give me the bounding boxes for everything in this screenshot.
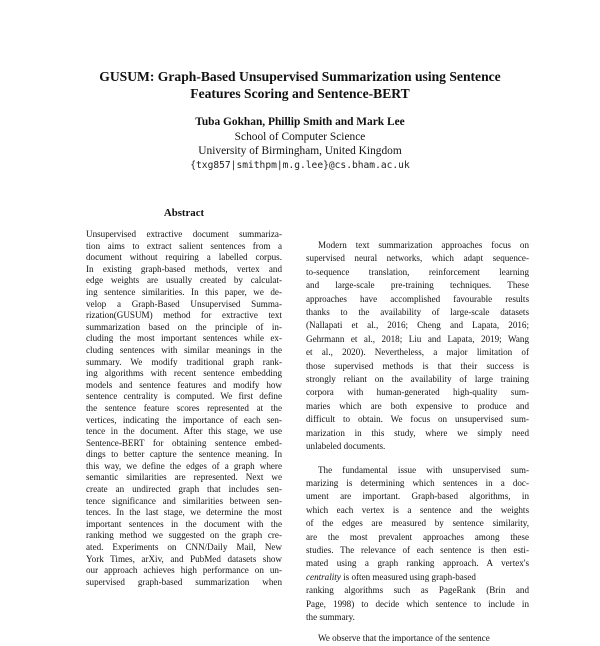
abstract-line: tion aims to extract salient sentences from a <box>86 240 282 251</box>
body-line: Gehrmann et al., 2018; Liu and Lapata, 2019; Wang <box>306 333 529 344</box>
intro-paragraph-1 <box>306 239 529 454</box>
body-line: approaches have accomplished favourable results <box>306 293 529 304</box>
body-line-rest: is often measured using graph-based <box>340 571 476 582</box>
abstract-line: tence significance and similarities between sen- <box>86 495 282 506</box>
body-line: difficult to obtain. We focus on unsupervised sum- <box>306 414 529 425</box>
body-line: (Nallapati et al., 2016; Cheng and Lapata, 2016; <box>306 320 529 331</box>
body-line: unlabeled documents. <box>306 441 386 452</box>
abstract-text <box>86 229 282 588</box>
abstract-line: rization(GUSUM) method for extractive text <box>86 310 282 321</box>
author-block <box>100 115 500 173</box>
paper-title <box>60 68 540 102</box>
body-line: Page, 1998) to decide which sentence to include in <box>306 598 529 609</box>
body-line: those supervised methods is that their success is <box>306 360 529 371</box>
body-line: the summary. <box>306 611 355 622</box>
abstract-line: tences. In the last stage, we determine the most <box>86 507 282 518</box>
abstract-line: tence in the document. After this stage, we use <box>86 426 282 437</box>
abstract-column <box>86 207 282 588</box>
introduction-column <box>306 239 529 646</box>
abstract-line: models and sentence features and modify how <box>86 379 282 390</box>
intro-paragraph-3-start: We observe that the importance of the sentence <box>318 633 490 644</box>
title-line-2: Features Scoring and Sentence-BERT <box>190 86 410 101</box>
body-line: mated using a graph ranking approach. A vertex's <box>306 558 529 569</box>
abstract-line: In existing graph-based methods, vertex and <box>86 263 282 274</box>
abstract-line: our approach achieves high performance on un- <box>86 565 282 576</box>
intro-paragraph-2 <box>306 464 529 625</box>
affiliation-university: University of Birmingham, United Kingdom <box>198 145 402 157</box>
abstract-line: summary. We modify traditional graph rank- <box>86 356 282 367</box>
abstract-line: cluding the most important sentences while ex- <box>86 333 282 344</box>
body-line: to-sequence translation, reinforcement learning <box>306 266 529 277</box>
body-line: The fundamental issue with unsupervised sum- <box>318 464 529 475</box>
abstract-line: supervised graph-based summarization when <box>86 576 282 587</box>
body-line: supervised neural networks, which adapt sequence- <box>306 253 529 264</box>
abstract-line: ated. Experiments on CNN/Daily Mail, New <box>86 542 282 553</box>
abstract-line: ing algorithms with recent sentence embedding <box>86 368 282 379</box>
abstract-line: the sentence feature scores represented at the <box>86 402 282 413</box>
body-line: et al., 2020). Nevertheless, a major limitation of <box>306 347 529 358</box>
body-line <box>306 571 529 584</box>
centrality-term: centrality <box>306 571 341 582</box>
affiliation-school: School of Computer Science <box>234 130 366 143</box>
abstract-line: velop a Graph-Based Unsupervised Summa- <box>86 298 282 309</box>
abstract-line: York Times, arXiv, and PubMed datasets show <box>86 553 282 564</box>
abstract-line: create an undirected graph that includes sen- <box>86 484 282 495</box>
abstract-line: edge weights are usually created by calculat- <box>86 275 282 286</box>
abstract-line: summarization based on the principle of in- <box>86 321 282 332</box>
body-line: which each vertex is a sentence and the weights <box>306 504 529 515</box>
abstract-heading: Abstract <box>163 207 205 219</box>
body-line: ranking algorithms such as PageRank (Brin and <box>306 585 529 596</box>
title-line-1: GUSUM: Graph-Based Unsupervised Summarization using Sentence <box>99 69 501 84</box>
body-line: Modern text summarization approaches focus on <box>318 240 529 250</box>
abstract-line: cluding sentences with similar meanings in the <box>86 344 282 355</box>
body-line: strongly reliant on the availability of large training <box>306 374 529 385</box>
abstract-line: this way, we define the edges of a graph where <box>86 460 282 471</box>
body-line: marizing is determining which sentences in a doc- <box>306 477 529 488</box>
body-line: are the most prevalent approaches among these <box>306 531 529 542</box>
abstract-line: important sentences in the document with the <box>86 518 282 529</box>
body-line: corpora with human-generated high-quality sum- <box>306 387 529 398</box>
abstract-line: ranking method we suggested on the graph cre- <box>86 530 282 541</box>
author-emails: {txg857|smithpm|m.g.lee}@cs.bham.ac.uk <box>190 159 410 171</box>
author-names: Tuba Gokhan, Phillip Smith and Mark Lee <box>195 116 405 128</box>
abstract-line: sentence centrality is computed. We first define <box>86 391 282 402</box>
body-line: ument are important. Graph-based algorithms, in <box>306 491 529 502</box>
body-line: marization in this study, where we simply need <box>306 427 529 438</box>
body-line: and large-scale pre-training techniques. These <box>306 280 529 291</box>
abstract-line: semantic similarities are represented. Next we <box>86 472 282 483</box>
abstract-line: ing sentence similarities. In this paper, we de- <box>86 286 282 297</box>
abstract-line: document without requiring a labelled corpus. <box>86 252 282 263</box>
body-line: studies. The relevance of each sentence is then esti- <box>306 544 529 555</box>
body-line: thanks to the availability of large-scale datasets <box>306 307 529 318</box>
abstract-line: Unsupervised extractive document summariza- <box>86 229 282 239</box>
abstract-line: dings to better capture the sentence meaning. In <box>86 449 282 460</box>
abstract-line: vertices, indicating the importance of each sen- <box>86 414 282 425</box>
abstract-line: Sentence-BERT for obtaining sentence embed- <box>86 437 282 448</box>
body-line: maries which are both expensive to produce and <box>306 400 529 411</box>
body-line: of the edges are measured by sentence similarity, <box>306 518 529 529</box>
